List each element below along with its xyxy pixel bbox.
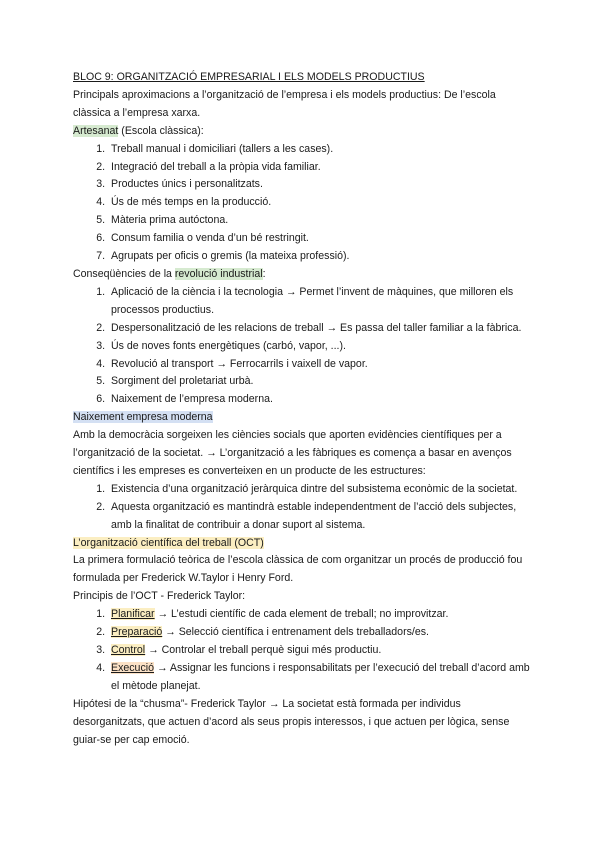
artesanat-list bbox=[73, 141, 533, 266]
revolucio-highlight: revolució industrial bbox=[174, 267, 263, 280]
list-item: 3. Productes únics i personalitzats. bbox=[108, 176, 533, 194]
principis-list bbox=[73, 606, 533, 696]
intro-paragraph: Principals aproximacions a l’organització de l’empresa i els models productius: De l’escola clàssica a l’empresa xarxa. bbox=[73, 88, 496, 119]
list-item: 1. Existencia d’una organització jeràrquica dintre del subsistema econòmic de la societat. bbox=[108, 481, 533, 499]
list-item: 4. Revolució al transport → Ferrocarrils i vaixell de vapor. bbox=[108, 356, 533, 374]
list-item: 4. Execució → Assignar les funcions i responsabilitats per l’execució del treball d’acord amb el mètode planejat. bbox=[108, 660, 533, 696]
list-item: 5. Sorgiment del proletariat urbà. bbox=[108, 373, 533, 391]
list-item: 6. Naixement de l’empresa moderna. bbox=[108, 391, 533, 409]
principi-key: Preparació bbox=[111, 626, 163, 639]
naixement-highlight: Naixement empresa moderna bbox=[73, 411, 213, 424]
list-item: 2. Aquesta organització es mantindrà estable independentment de l’acció dels subjectes, amb la finalitat de contribuir a donar suport al sistema. bbox=[108, 499, 533, 535]
principis-heading: Principis de l’OCT - Frederick Taylor: bbox=[73, 590, 246, 603]
artesanat-highlight: Artesanat bbox=[73, 124, 119, 137]
list-item: 2. Preparació → Selecció científica i entrenament dels treballadors/es. bbox=[108, 624, 533, 642]
oct-paragraph: La primera formulació teòrica de l’escola clàssica de com organitzar un procés de producció fou formulada per Frederick W.Taylor i Henry Ford. bbox=[73, 554, 523, 585]
document-page bbox=[73, 69, 533, 749]
hipotesi-paragraph: Hipótesi de la “chusma”- Frederick Taylor → La societat està formada per individus desorganitzats, que actuen d’acord als seus propis interessos, i que actuen per lògica, sense guiar-se per cap emoció. bbox=[73, 697, 510, 746]
list-item: 1. Aplicació de la ciència i la tecnologia → Permet l’invent de màquines, que milloren els processos productius. bbox=[108, 284, 533, 320]
list-item: 1. Planificar → L’estudi científic de cada element de treball; no improvitzar. bbox=[108, 606, 533, 624]
list-item: 5. Màteria prima autóctona. bbox=[108, 212, 533, 230]
list-item: 6. Consum familia o venda d’un bé restringit. bbox=[108, 230, 533, 248]
list-item: 2. Integració del treball a la pròpia vida familiar. bbox=[108, 159, 533, 177]
list-item: 1. Treball manual i domiciliari (tallers a les cases). bbox=[108, 141, 533, 159]
list-item: 4. Ús de més temps en la producció. bbox=[108, 194, 533, 212]
naixement-heading bbox=[73, 409, 533, 427]
list-item: 2. Despersonalització de les relacions de treball → Es passa del taller familiar a la fàbrica. bbox=[108, 320, 533, 338]
document-title: BLOC 9: ORGANITZACIÓ EMPRESARIAL I ELS MODELS PRODUCTIUS bbox=[73, 71, 425, 83]
oct-highlight: L’organització científica del treball (OCT) bbox=[73, 536, 264, 549]
naixement-list bbox=[73, 481, 533, 535]
list-item: 7. Agrupats per oficis o gremis (la mateixa professió). bbox=[108, 248, 533, 266]
revolucio-heading: Conseqüències de la revolució industrial: bbox=[73, 267, 266, 280]
revolucio-list bbox=[73, 284, 533, 409]
principi-key: Control bbox=[111, 644, 146, 656]
principi-key: Planificar bbox=[111, 608, 155, 621]
list-item: 3. Control → Controlar el treball perquè sigui més productiu. bbox=[108, 642, 533, 660]
naixement-paragraph: Amb la democràcia sorgeixen les ciències socials que aporten evidències científiques per a l’organització de la societat. → L’organització a les fàbriques es comença a basar en avenços científics i les empreses es converteixen en un producte de les estructures: bbox=[73, 429, 512, 477]
list-item: 3. Ús de noves fonts energètiques (carbó, vapor, ...). bbox=[108, 338, 533, 356]
artesanat-heading: Artesanat (Escola clàssica): bbox=[73, 124, 204, 137]
principi-key: Execució bbox=[111, 661, 154, 674]
oct-heading bbox=[73, 535, 533, 553]
